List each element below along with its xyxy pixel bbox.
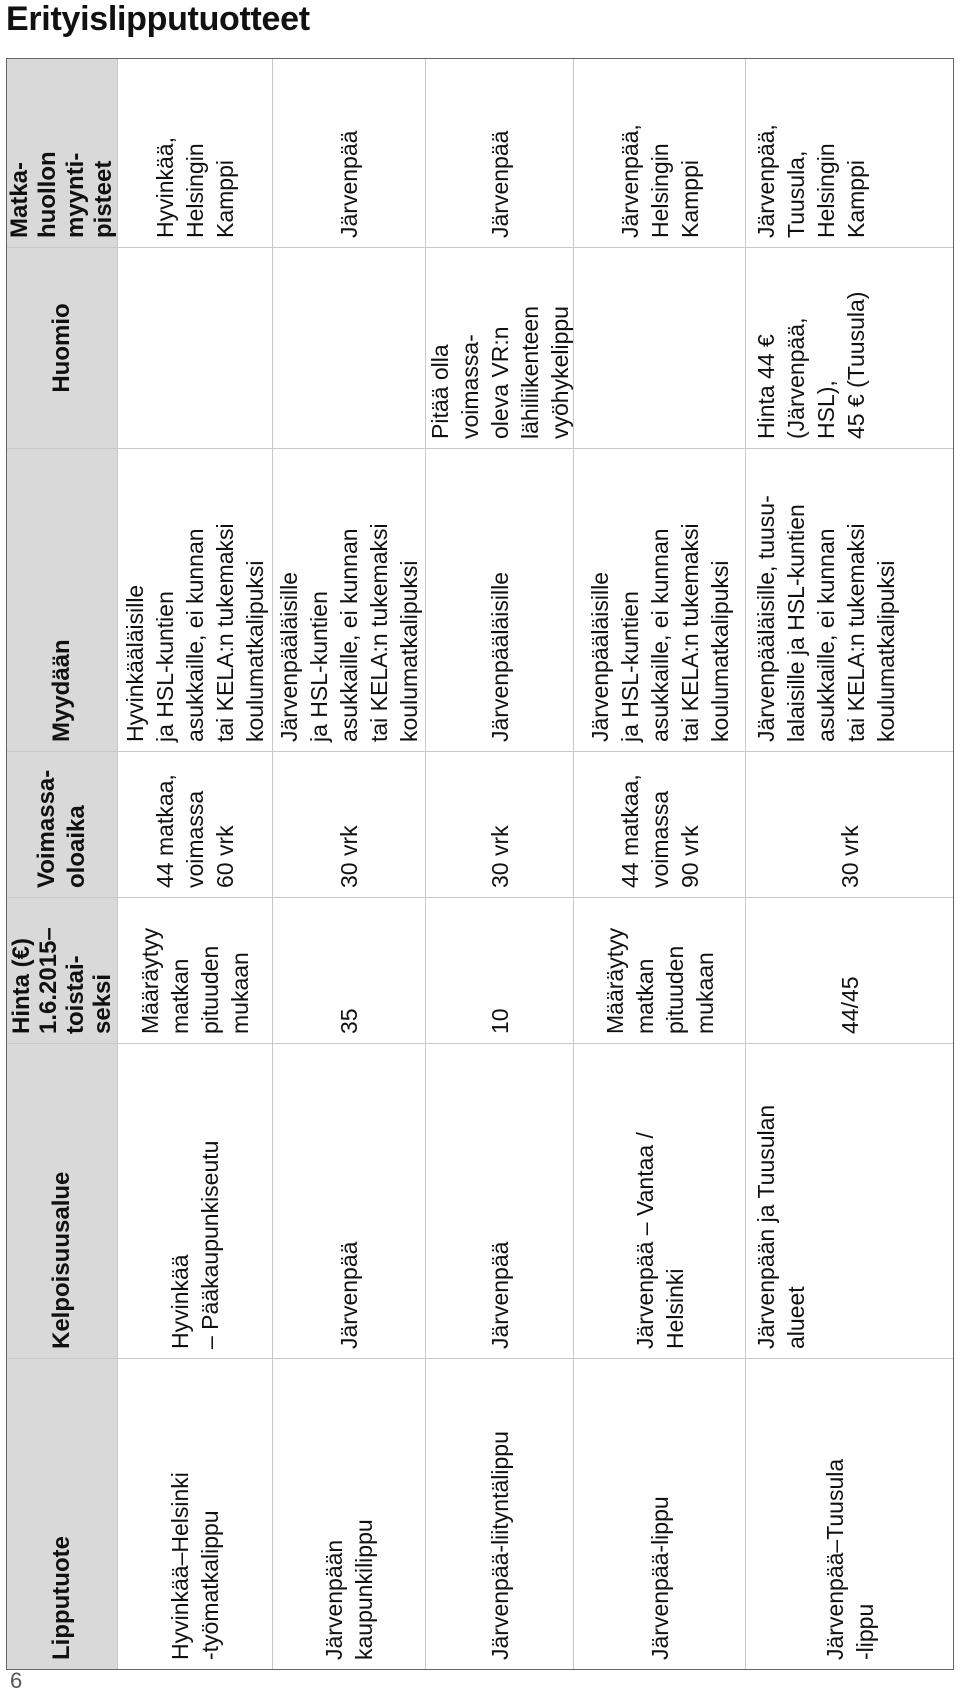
header-product [6,1359,118,1670]
row3-product-text: Järvenpää-liityntälippu [486,1431,513,1660]
row1-note [118,248,273,449]
row4-validity [574,752,746,898]
row5-outlets-text: Järvenpää, Tuusula, Helsingin Kamppi [753,124,869,238]
row2-sold-to [273,449,426,752]
row2-validity [273,752,426,898]
row3-outlets-text: Järvenpää [486,130,513,238]
row2-validity-text: 30 vrk [336,825,362,888]
row5-sold-to-text: Järvenpääläisille, tuusu- lalaisille ja HSL-kuntien asukkaille, ei kunnan tai KELA:n tukemaksi koulumatkalipuksi [753,495,899,742]
row1-sold-to [118,449,273,752]
header-sold-to [6,449,118,752]
row1-sold-to-text: Hyvinkääläisille ja HSL-kuntien asukkaille, ei kunnan tai KELA:n tukemaksi koulumatkalipuksi [122,523,268,742]
header-note-text: Huomio [47,303,75,393]
row4-product-text: Järvenpää-lippu [646,1496,673,1660]
header-area [6,1044,118,1359]
row5-note-text: Hinta 44 € (Järvenpää, HSL), 45 € (Tuusula) [753,291,869,439]
row4-price-text: Määräytyy matkan pituuden mukaan [601,927,718,1034]
row1-outlets-text: Hyvinkää, Helsingin Kamppi [152,137,238,238]
row5-outlets [746,58,954,248]
row5-area [746,1044,954,1359]
row3-note [426,248,574,449]
row5-sold-to [746,449,954,752]
row2-outlets [273,58,426,248]
rotated-table [6,58,954,1670]
row4-price [574,898,746,1044]
row2-area [273,1044,426,1359]
row3-validity [426,752,574,898]
row1-product [118,1359,273,1670]
row4-validity-text: 44 matkaa, voimassa 90 vrk [616,774,703,888]
header-note [6,248,118,449]
product-table [6,58,954,1670]
row2-outlets-text: Järvenpää [336,130,362,238]
row5-price-text: 44/45 [836,976,863,1034]
header-area-text: Kelpoisuusalue [47,1171,75,1349]
row1-area [118,1044,273,1359]
row3-outlets [426,58,574,248]
row2-area-text: Järvenpää [336,1241,362,1349]
row1-validity [118,752,273,898]
header-outlets-text: Matka- huollon myynti- pisteet [6,151,117,238]
row3-price [426,898,574,1044]
row3-product [426,1359,574,1670]
header-sold-to-text: Myydään [47,639,75,742]
row5-validity-text: 30 vrk [836,825,863,888]
row3-area [426,1044,574,1359]
row1-price-text: Määräytyy matkan pituuden mukaan [137,927,253,1034]
row4-sold-to-text: Järvenpääläisille ja HSL-kuntien asukkaille, ei kunnan tai KELA:n tukemaksi koulumatkalipuksi [586,523,733,742]
row3-sold-to-text: Järvenpääläisille [486,571,513,742]
row2-price-text: 35 [336,1008,362,1034]
row5-price [746,898,954,1044]
row3-note-text: Pitää olla voimassa- oleva VR:n lähiliikenteen vyöhykelippu [426,306,573,439]
header-price [6,898,118,1044]
row2-note [273,248,426,449]
row4-outlets-text: Järvenpää, Helsingin Kamppi [616,124,703,238]
row5-product-text: Järvenpää–Tuusula -lippu [821,1458,878,1660]
row4-outlets [574,58,746,248]
row5-area-text: Järvenpään ja Tuusulan alueet [753,1104,809,1349]
row5-note [746,248,954,449]
row2-product-text: Järvenpään kaupunkilippu [321,1519,377,1660]
row5-validity [746,752,954,898]
page-number: 6 [10,1668,23,1693]
header-validity [6,752,118,898]
header-validity-text: Voimassa- oloaika [32,769,90,888]
row4-note [574,248,746,449]
row1-validity-text: 44 matkaa, voimassa 60 vrk [152,774,238,888]
row1-price [118,898,273,1044]
row3-area-text: Järvenpää [486,1241,513,1349]
row1-area-text: Hyvinkää – Pääkaupunkiseutu [167,1140,223,1349]
header-product-text: Lipputuote [47,1536,75,1660]
row2-product [273,1359,426,1670]
row2-sold-to-text: Järvenpääläisille ja HSL-kuntien asukkaille, ei kunnan tai KELA:n tukemaksi koulumatkalipuksi [276,523,422,742]
header-price-text: Hinta (€) 1.6.2015– toistai- seksi [8,927,116,1034]
row3-validity-text: 30 vrk [486,825,513,888]
row4-area [574,1044,746,1359]
row4-sold-to [574,449,746,752]
row5-product [746,1359,954,1670]
row2-price [273,898,426,1044]
row3-price-text: 10 [486,1008,513,1034]
row4-product [574,1359,746,1670]
row1-outlets [118,58,273,248]
row1-product-text: Hyvinkää–Helsinki -työmatkalippu [167,1472,223,1660]
row4-area-text: Järvenpää – Vantaa / Helsinki [631,1132,688,1349]
document-title: Erityislipputuotteet [6,0,310,38]
header-outlets [6,58,118,248]
row3-sold-to [426,449,574,752]
